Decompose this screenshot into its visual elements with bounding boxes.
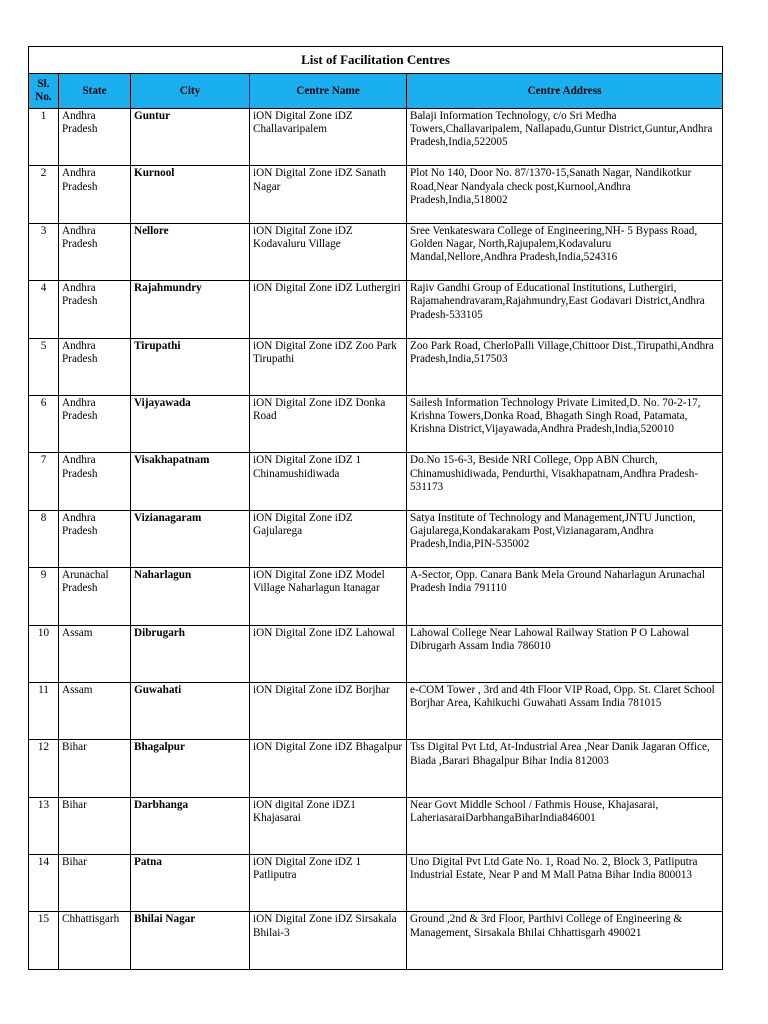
column-header-centre-address: Centre Address [407,74,723,109]
centre-address-cell: Balaji Information Technology, c/o Sri Medha Towers,Challavaripalem, Nallapadu,Guntur District,Guntur,Andhra Pradesh,India,522005 [407,109,723,166]
centre-address-cell: Ground ,2nd & 3rd Floor, Parthivi College of Engineering & Management, Sirsakala Bhilai Chhattisgarh 490021 [407,912,723,969]
centre-name-cell: iON Digital Zone iDZ 1 Patliputra [250,855,407,912]
sl-no-cell: 12 [29,740,59,797]
column-header-city: City [131,74,250,109]
city-cell: Darbhanga [131,797,250,854]
state-cell: Andhra Pradesh [59,109,131,166]
column-header-sl-no: Sl. No. [29,74,59,109]
state-cell: Andhra Pradesh [59,166,131,223]
centre-address-cell: Rajiv Gandhi Group of Educational Institutions, Luthergiri, Rajamahendravaram,Rajahmundry,East Godavari District,Andhra Pradesh-533105 [407,281,723,338]
centre-address-cell: Do.No 15-6-3, Beside NRI College, Opp ABN Church, Chinamushidiwada, Pendurthi, Visakhapatnam,Andhra Pradesh-531173 [407,453,723,510]
table-row [29,109,723,166]
facilitation-centres-table [28,46,723,970]
centre-name-cell: iON Digital Zone iDZ Gajularega [250,510,407,567]
city-cell: Bhilai Nagar [131,912,250,969]
sl-no-cell: 14 [29,855,59,912]
centre-name-cell: iON Digital Zone iDZ Kodavaluru Village [250,223,407,280]
centre-address-cell: Sailesh Information Technology Private Limited,D. No. 70-2-17, Krishna Towers,Donka Road, Bhagath Singh Road, Patamata, Krishna District,Vijayawada,Andhra Pradesh,India,520010 [407,395,723,452]
column-header-state: State [59,74,131,109]
table-title: List of Facilitation Centres [29,47,723,74]
centre-name-cell: iON Digital Zone iDZ Lahowal [250,625,407,682]
centre-name-cell: iON Digital Zone iDZ Luthergiri [250,281,407,338]
sl-no-cell: 11 [29,682,59,739]
state-cell: Andhra Pradesh [59,338,131,395]
centre-name-cell: iON Digital Zone iDZ Zoo Park Tirupathi [250,338,407,395]
city-cell: Rajahmundry [131,281,250,338]
centre-address-cell: Zoo Park Road, CherloPalli Village,Chittoor Dist.,Tirupathi,Andhra Pradesh,India,517503 [407,338,723,395]
table-row [29,682,723,739]
centre-address-cell: Near Govt Middle School / Fathmis House, Khajasarai, LaheriasaraiDarbhangaBiharIndia846001 [407,797,723,854]
state-cell: Andhra Pradesh [59,281,131,338]
sl-no-cell: 10 [29,625,59,682]
table-row [29,166,723,223]
city-cell: Nellore [131,223,250,280]
state-cell: Andhra Pradesh [59,510,131,567]
column-header-centre-name: Centre Name [250,74,407,109]
sl-no-cell: 6 [29,395,59,452]
sl-no-cell: 2 [29,166,59,223]
centre-address-cell: Uno Digital Pvt Ltd Gate No. 1, Road No. 2, Block 3, Patliputra Industrial Estate, Near P and M Mall Patna Bihar India 800013 [407,855,723,912]
sl-no-cell: 3 [29,223,59,280]
state-cell: Assam [59,682,131,739]
centre-name-cell: iON Digital Zone iDZ Bhagalpur [250,740,407,797]
table-row [29,281,723,338]
state-cell: Andhra Pradesh [59,395,131,452]
centre-name-cell: iON Digital Zone iDZ Borjhar [250,682,407,739]
centre-name-cell: iON Digital Zone iDZ Donka Road [250,395,407,452]
centre-name-cell: iON Digital Zone iDZ Challavaripalem [250,109,407,166]
centre-address-cell: Tss Digital Pvt Ltd, At-Industrial Area ,Near Danik Jagaran Office, Biada ,Barari Bhagalpur Bihar India 812003 [407,740,723,797]
city-cell: Bhagalpur [131,740,250,797]
sl-no-cell: 13 [29,797,59,854]
centre-name-cell: iON Digital Zone iDZ Sanath Nagar [250,166,407,223]
table-row [29,625,723,682]
table-row [29,395,723,452]
centre-name-cell: iON digital Zone iDZ1 Khajasarai [250,797,407,854]
sl-no-cell: 7 [29,453,59,510]
centre-name-cell: iON Digital Zone iDZ Model Village Naharlagun Itanagar [250,568,407,625]
sl-no-cell: 5 [29,338,59,395]
table-row [29,797,723,854]
city-cell: Guntur [131,109,250,166]
state-cell: Bihar [59,797,131,854]
sl-no-cell: 4 [29,281,59,338]
centre-address-cell: Sree Venkateswara College of Engineering,NH- 5 Bypass Road, Golden Nagar, North,Rajupalem,Kodavaluru Mandal,Nellore,Andhra Pradesh,India,524316 [407,223,723,280]
table-row [29,223,723,280]
state-cell: Bihar [59,855,131,912]
city-cell: Patna [131,855,250,912]
table-row [29,453,723,510]
state-cell: Andhra Pradesh [59,223,131,280]
sl-no-cell: 15 [29,912,59,969]
centre-address-cell: Plot No 140, Door No. 87/1370-15,Sanath Nagar, Nandikotkur Road,Near Nandyala check post,Kurnool,Andhra Pradesh,India,518002 [407,166,723,223]
state-cell: Arunachal Pradesh [59,568,131,625]
table-row [29,740,723,797]
column-header-row [29,74,723,109]
table-row [29,855,723,912]
state-cell: Assam [59,625,131,682]
sl-no-cell: 1 [29,109,59,166]
centre-address-cell: Lahowal College Near Lahowal Railway Station P O Lahowal Dibrugarh Assam India 786010 [407,625,723,682]
city-cell: Kurnool [131,166,250,223]
city-cell: Guwahati [131,682,250,739]
table-row [29,510,723,567]
sl-no-cell: 9 [29,568,59,625]
centre-name-cell: iON Digital Zone iDZ Sirsakala Bhilai-3 [250,912,407,969]
centre-name-cell: iON Digital Zone iDZ 1 Chinamushidiwada [250,453,407,510]
sl-no-cell: 8 [29,510,59,567]
city-cell: Vijayawada [131,395,250,452]
city-cell: Dibrugarh [131,625,250,682]
state-cell: Chhattisgarh [59,912,131,969]
state-cell: Andhra Pradesh [59,453,131,510]
table-row [29,338,723,395]
centre-address-cell: e-COM Tower , 3rd and 4th Floor VIP Road, Opp. St. Claret School Borjhar Area, Kahikuchi Guwahati Assam India 781015 [407,682,723,739]
table-row [29,912,723,969]
city-cell: Visakhapatnam [131,453,250,510]
city-cell: Tirupathi [131,338,250,395]
city-cell: Naharlagun [131,568,250,625]
table-row [29,568,723,625]
centre-address-cell: A-Sector, Opp. Canara Bank Mela Ground Naharlagun Arunachal Pradesh India 791110 [407,568,723,625]
city-cell: Vizianagaram [131,510,250,567]
state-cell: Bihar [59,740,131,797]
centre-address-cell: Satya Institute of Technology and Management,JNTU Junction, Gajularega,Kondakarakam Post,Vizianagaram,Andhra Pradesh,India,PIN-535002 [407,510,723,567]
